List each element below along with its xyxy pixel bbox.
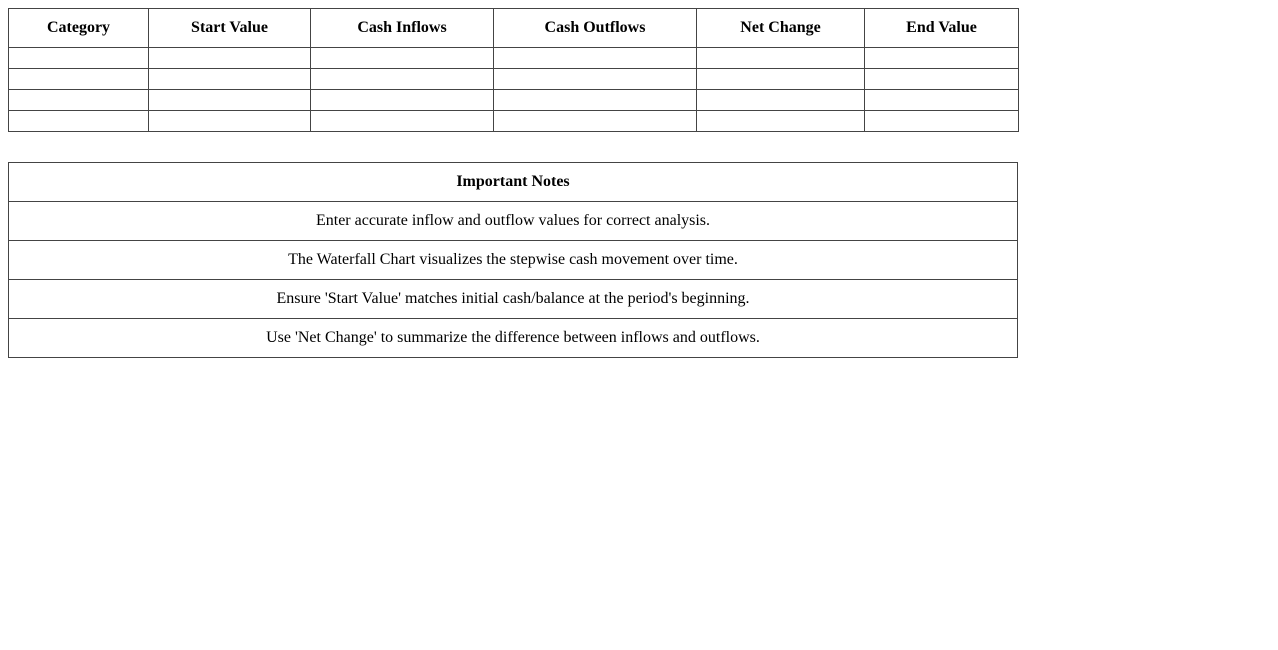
note-row [9, 280, 1018, 319]
note-item: The Waterfall Chart visualizes the stepwise cash movement over time. [9, 241, 1018, 280]
notes-header-row [9, 163, 1018, 202]
column-header-cash-outflows: Cash Outflows [494, 9, 697, 48]
table-cell[interactable] [149, 48, 311, 69]
table-cell[interactable] [494, 111, 697, 132]
table-cell[interactable] [697, 111, 865, 132]
column-header-start-value: Start Value [149, 9, 311, 48]
table-row [9, 69, 1019, 90]
table-row [9, 48, 1019, 69]
table-cell[interactable] [9, 111, 149, 132]
table-cell[interactable] [311, 69, 494, 90]
column-header-category: Category [9, 9, 149, 48]
note-item: Ensure 'Start Value' matches initial cash/balance at the period's beginning. [9, 280, 1018, 319]
note-item: Enter accurate inflow and outflow values for correct analysis. [9, 202, 1018, 241]
important-notes-table [8, 162, 1018, 358]
table-cell[interactable] [9, 48, 149, 69]
table-header-row [9, 9, 1019, 48]
table-row [9, 111, 1019, 132]
table-cell[interactable] [697, 48, 865, 69]
table-cell[interactable] [697, 69, 865, 90]
table-cell[interactable] [9, 90, 149, 111]
column-header-cash-inflows: Cash Inflows [311, 9, 494, 48]
notes-title: Important Notes [9, 163, 1018, 202]
table-cell[interactable] [494, 48, 697, 69]
table-cell[interactable] [865, 111, 1019, 132]
table-cell[interactable] [494, 69, 697, 90]
table-cell[interactable] [311, 48, 494, 69]
table-cell[interactable] [494, 90, 697, 111]
table-cell[interactable] [865, 90, 1019, 111]
table-cell[interactable] [697, 90, 865, 111]
note-row [9, 202, 1018, 241]
column-header-net-change: Net Change [697, 9, 865, 48]
table-cell[interactable] [149, 69, 311, 90]
table-cell[interactable] [311, 90, 494, 111]
note-row [9, 319, 1018, 358]
note-item: Use 'Net Change' to summarize the difference between inflows and outflows. [9, 319, 1018, 358]
table-cell[interactable] [311, 111, 494, 132]
table-cell[interactable] [9, 69, 149, 90]
table-cell[interactable] [149, 111, 311, 132]
note-row [9, 241, 1018, 280]
table-cell[interactable] [865, 48, 1019, 69]
cash-flow-table [8, 8, 1019, 132]
table-cell[interactable] [865, 69, 1019, 90]
table-row [9, 90, 1019, 111]
column-header-end-value: End Value [865, 9, 1019, 48]
table-cell[interactable] [149, 90, 311, 111]
